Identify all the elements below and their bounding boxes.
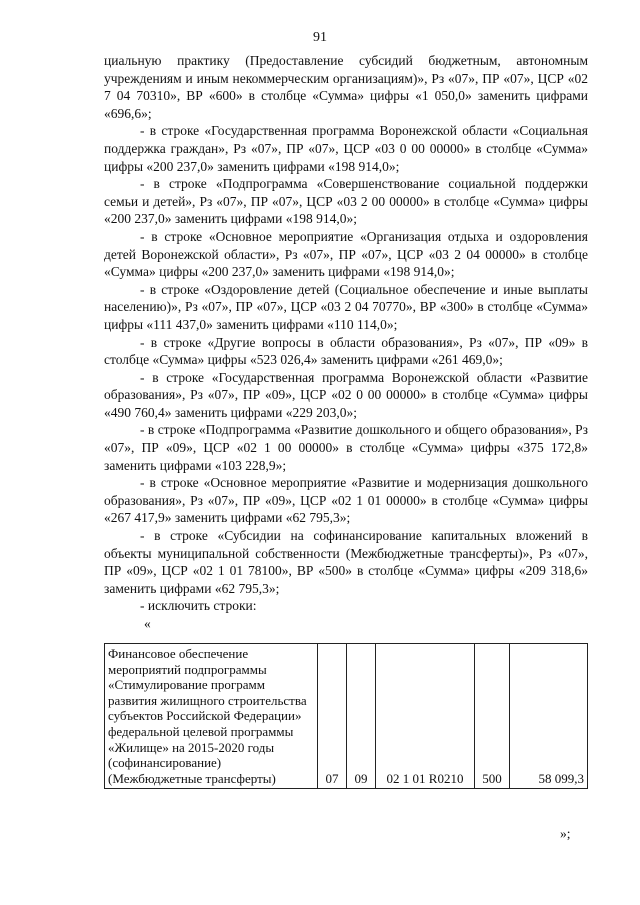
close-quote-mark: »; bbox=[560, 826, 571, 841]
paragraph-amendment: - в строке «Субсидии на софинансирование капитальных вложений в объекты муниципальной собственности (Межбюджетные трансферты)», Рз «07», ПР «09», ЦСР «02 1 01 78100», ВР «500» в столбце «Сумма» цифры «209 318,6» заменить цифрами «62 795,3»; bbox=[104, 528, 588, 596]
paragraph-amendment: - в строке «Подпрограмма «Совершенствование социальной поддержки семьи и детей», Рз «07», ПР «07», ЦСР «03 2 00 00000» в столбце «Сумма» цифры «200 237,0» заменить цифрами «198 914,0»; bbox=[104, 176, 588, 227]
csr-cell: 02 1 01 R0210 bbox=[376, 644, 475, 789]
excluded-rows-table bbox=[104, 643, 588, 789]
rz-cell: 07 bbox=[318, 644, 347, 789]
paragraph-amendment: - в строке «Основное мероприятие «Организация отдыха и оздоровления детей Воронежской области», Рз «07», ПР «07», ЦСР «03 2 04 00000» в столбце «Сумма» цифры «200 237,0» заменить цифрами «198 914,0»; bbox=[104, 228, 588, 280]
pr-cell: 09 bbox=[347, 644, 376, 789]
open-quote-mark: « bbox=[144, 616, 151, 631]
page-number: 91 bbox=[313, 30, 327, 45]
paragraph-amendment: - в строке «Основное мероприятие «Развитие и модернизация дошкольного образования», Рз «07», ПР «09», ЦСР «02 1 01 00000» в столбце «Сумма» цифры «267 417,9» заменить цифрами «62 795,3»; bbox=[104, 475, 588, 526]
paragraph-continuation: циальную практику (Предоставление субсидий бюджетным, автономным учреждениям и иным некоммерческим организациям)», Рз «07», ПР «07», ЦСР «02 7 04 70310», ВР «600» в столбце «Сумма» цифры «1 050,0» заменить цифрами «696,6»; bbox=[104, 53, 588, 121]
paragraph-exclude-rows: - исключить строки: bbox=[140, 598, 257, 614]
paragraph-amendment: - в строке «Государственная программа Воронежской области «Развитие образования», Рз «07», ПР «09», ЦСР «02 0 00 00000» в столбце «Сумма» цифры «490 760,4» заменить цифрами «229 203,0»; bbox=[104, 369, 588, 420]
paragraph-amendment: - в строке «Подпрограмма «Развитие дошкольного и общего образования», Рз «07», ПР «09», ЦСР «02 1 00 00000» в столбце «Сумма» цифры «375 172,8» заменить цифрами «103 228,9»; bbox=[104, 422, 588, 473]
paragraph-amendment: - в строке «Другие вопросы в области образования», Рз «07», ПР «09» в столбце «Сумма» цифры «523 026,4» заменить цифрами «261 469,0»; bbox=[104, 334, 588, 368]
document-body bbox=[104, 52, 588, 631]
paragraph-amendment: - в строке «Оздоровление детей (Социальное обеспечение и иные выплаты населению)», Рз «07», ПР «07», ЦСР «03 2 04 70770», ВР «300» в столбце «Сумма» цифры «111 437,0» заменить цифрами «110 114,0»; bbox=[104, 281, 588, 332]
paragraph-amendment: - в строке «Государственная программа Воронежской области «Социальная поддержка граждан», Рз «07», ПР «07», ЦСР «03 0 00 00000» в столбце «Сумма» цифры «200 237,0» заменить цифрами «198 914,0»; bbox=[104, 123, 588, 174]
vr-cell: 500 bbox=[475, 644, 510, 789]
table-row bbox=[105, 644, 588, 789]
sum-cell: 58 099,3 bbox=[510, 644, 588, 789]
row-name-cell: Финансовое обеспечение мероприятий подпрограммы «Стимулирование программ развития жилищного строительства субъектов Российской Федерации» федеральной целевой программы «Жилище» на 2015-2020 годы (софинансирование) (Межбюджетные трансферты) bbox=[105, 644, 318, 789]
